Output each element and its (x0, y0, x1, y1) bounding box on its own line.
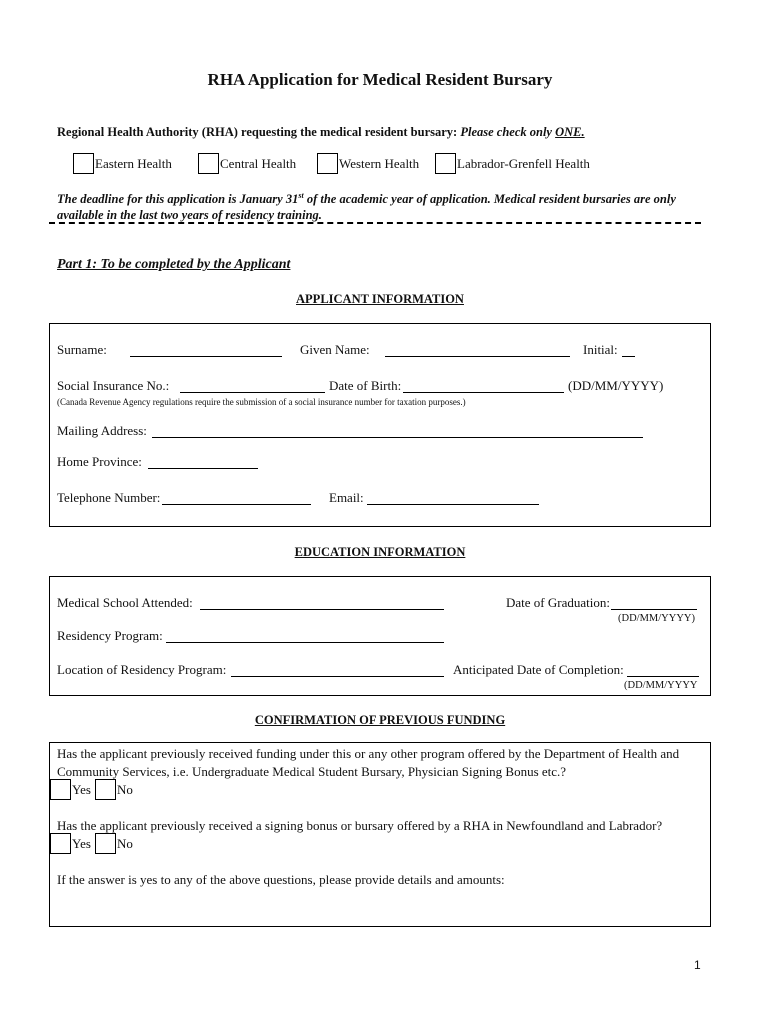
rha-instruction: Please check only (460, 125, 556, 139)
dob-label: Date of Birth: (329, 378, 402, 393)
residency-program-field[interactable] (166, 642, 444, 643)
deadline-text-1: The deadline for this application is January 31 (57, 192, 299, 207)
applicant-heading: APPLICANT INFORMATION (296, 292, 464, 306)
labrador-grenfell-label: Labrador-Grenfell Health (457, 156, 590, 171)
q1-yes-checkbox[interactable] (50, 779, 71, 800)
initial-field[interactable] (622, 356, 635, 357)
education-heading: EDUCATION INFORMATION (294, 545, 466, 559)
rha-question-text: Regional Health Authority (RHA) requesting the medical resident bursary: (57, 125, 461, 139)
surname-label: Surname: (57, 342, 107, 357)
telephone-label: Telephone Number: (57, 490, 161, 505)
residency-location-label: Location of Residency Program: (57, 662, 227, 677)
given-name-label: Given Name: (300, 342, 370, 357)
residency-program-label: Residency Program: (57, 628, 163, 643)
deadline-text-2: of the academic year of application. Medical resident bursaries are only available in the last two years of residency training. (57, 192, 676, 223)
deadline-notice (57, 188, 707, 223)
telephone-field[interactable] (162, 504, 311, 505)
home-province-label: Home Province: (57, 454, 142, 469)
completion-date-format: (DD/MM/YYYY (624, 680, 698, 691)
residency-location-field[interactable] (231, 676, 444, 677)
funding-heading: CONFIRMATION OF PREVIOUS FUNDING (254, 713, 506, 727)
q1-yes-label: Yes (72, 782, 91, 797)
western-health-checkbox[interactable] (317, 153, 338, 174)
medical-school-label: Medical School Attended: (57, 595, 193, 610)
graduation-date-label: Date of Graduation: (506, 595, 610, 610)
page-title: RHA Application for Medical Resident Bursary (207, 70, 553, 89)
labrador-grenfell-checkbox[interactable] (435, 153, 456, 174)
surname-field[interactable] (130, 356, 282, 357)
q2-yes-label: Yes (72, 836, 91, 851)
graduation-date-format: (DD/MM/YYYY) (618, 613, 695, 624)
part1-heading: Part 1: To be completed by the Applicant (57, 257, 291, 272)
q2-yes-checkbox[interactable] (50, 833, 71, 854)
dob-field[interactable] (403, 392, 564, 393)
mailing-address-field[interactable] (152, 437, 643, 438)
central-health-label: Central Health (220, 156, 297, 171)
q2-no-checkbox[interactable] (95, 833, 116, 854)
given-name-field[interactable] (385, 356, 570, 357)
sin-field[interactable] (180, 392, 325, 393)
rha-emphasis: ONE. (555, 125, 585, 139)
initial-label: Initial: (583, 342, 618, 357)
page-number: 1 (694, 958, 701, 972)
deadline-sup: st (298, 191, 304, 200)
rha-question (57, 125, 585, 140)
central-health-checkbox[interactable] (198, 153, 219, 174)
sin-note: (Canada Revenue Agency regulations require the submission of a social insurance number for taxation purposes.) (57, 397, 466, 407)
mailing-address-label: Mailing Address: (57, 423, 147, 438)
funding-question-1-line-1: Has the applicant previously received funding under this or any other program offered by the Department of Health and (57, 746, 680, 761)
funding-details-prompt: If the answer is yes to any of the above questions, please provide details and amounts: (57, 872, 505, 887)
funding-question-1-line-2: Community Services, i.e. Undergraduate Medical Student Bursary, Physician Signing Bonus etc.? (57, 764, 567, 779)
dob-format: (DD/MM/YYYY) (568, 378, 664, 393)
dashed-divider (49, 222, 701, 224)
email-field[interactable] (367, 504, 539, 505)
graduation-date-field[interactable] (611, 609, 697, 610)
q1-no-label: No (117, 782, 133, 797)
eastern-health-label: Eastern Health (95, 156, 172, 171)
completion-date-field[interactable] (627, 676, 699, 677)
completion-date-label: Anticipated Date of Completion: (453, 662, 624, 677)
q2-no-label: No (117, 836, 133, 851)
q1-no-checkbox[interactable] (95, 779, 116, 800)
medical-school-field[interactable] (200, 609, 444, 610)
home-province-field[interactable] (148, 468, 258, 469)
sin-label: Social Insurance No.: (57, 378, 170, 393)
western-health-label: Western Health (339, 156, 420, 171)
eastern-health-checkbox[interactable] (73, 153, 94, 174)
email-label: Email: (329, 490, 364, 505)
funding-question-2: Has the applicant previously received a signing bonus or bursary offered by a RHA in Newfoundland and Labrador? (57, 818, 663, 833)
